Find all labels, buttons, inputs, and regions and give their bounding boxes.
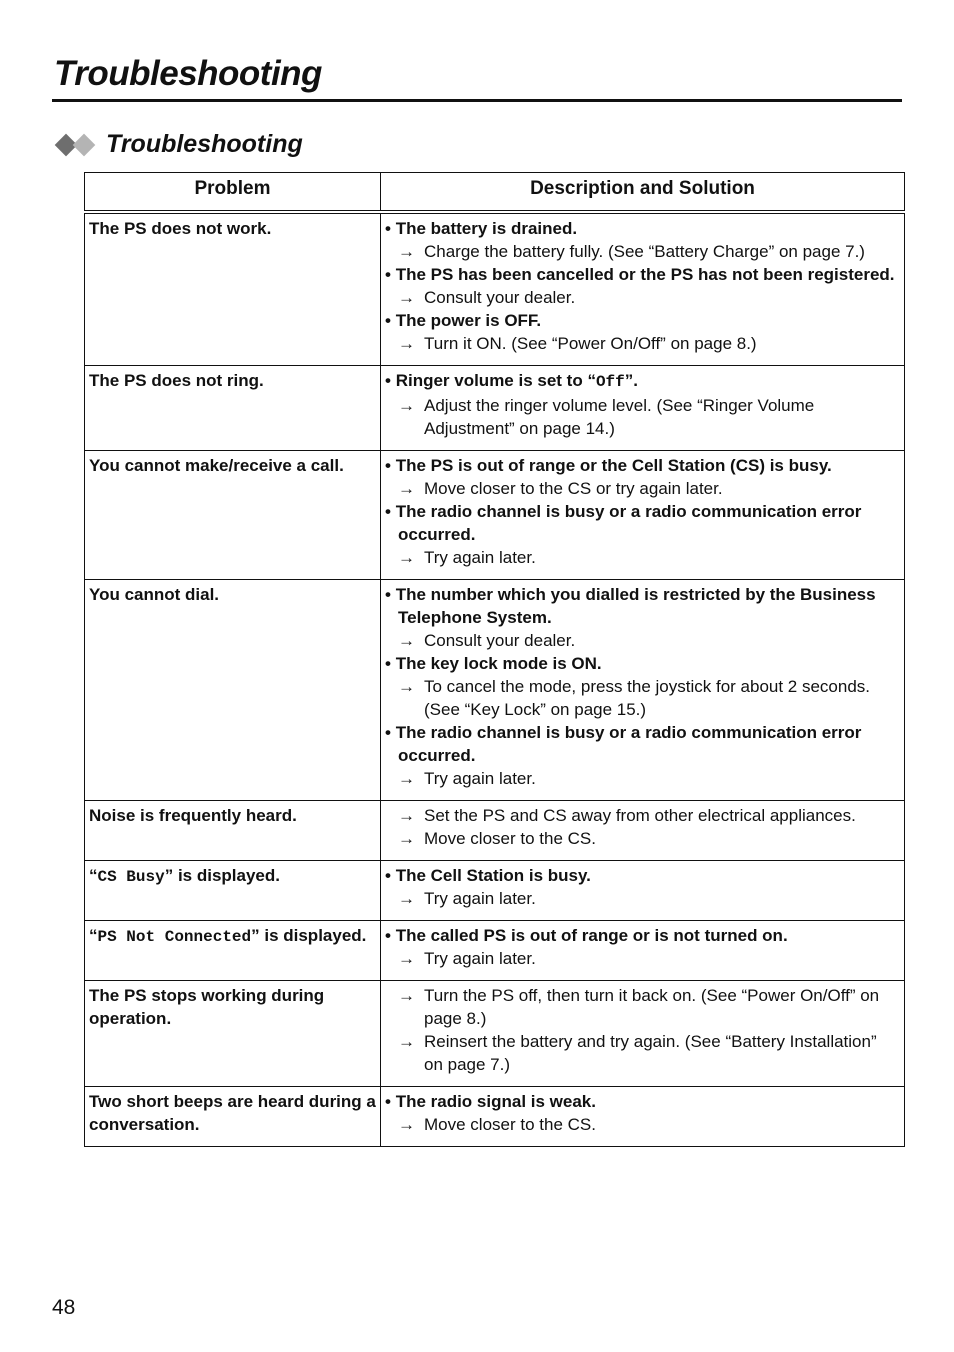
problem-cell: “CS Busy” is displayed.: [85, 861, 381, 921]
table-row: [85, 580, 905, 801]
problem-cell: Noise is frequently heard.: [85, 801, 381, 861]
cause-item: • The radio signal is weak.: [385, 1092, 596, 1111]
title-rule: [52, 99, 902, 102]
fix-item: → Turn the PS off, then turn it back on. (See “Power On/Off” on page 8.): [398, 986, 880, 1028]
solution-cell: [381, 366, 905, 451]
fix-item: → Try again later.: [398, 769, 536, 788]
problem-cell: The PS does not work.: [85, 212, 381, 366]
cause-item: • The key lock mode is ON.: [385, 654, 602, 673]
arrow-icon: →: [398, 677, 415, 696]
fix-item: → Consult your dealer.: [398, 288, 576, 307]
arrow-icon: →: [398, 548, 415, 567]
arrow-icon: →: [398, 334, 415, 353]
table-row: [85, 366, 905, 451]
problem-cell: “PS Not Connected” is displayed.: [85, 921, 381, 981]
fix-item: → Adjust the ringer volume level. (See “Ringer Volume Adjustment” on page 14.): [398, 396, 815, 438]
cause-item: • The power is OFF.: [385, 311, 542, 330]
solution-cell: [381, 212, 905, 366]
fix-item: → Turn it ON. (See “Power On/Off” on page 8.): [398, 334, 757, 353]
solution-cell: [381, 981, 905, 1087]
section-title: Troubleshooting: [106, 130, 303, 158]
fix-item: → Try again later.: [398, 889, 536, 908]
fix-item: → Reinsert the battery and try again. (See “Battery Installation” on page 7.): [398, 1032, 877, 1074]
problem-cell: The PS does not ring.: [85, 366, 381, 451]
table-header-row: [85, 173, 905, 213]
cause-item: • The radio channel is busy or a radio communication error occurred.: [385, 502, 862, 544]
solution-cell: [381, 451, 905, 580]
solution-cell: [381, 861, 905, 921]
table-row: [85, 921, 905, 981]
problem-cell: You cannot make/receive a call.: [85, 451, 381, 580]
page-title: Troubleshooting: [54, 54, 322, 93]
solution-cell: [381, 921, 905, 981]
fix-item: → Consult your dealer.: [398, 631, 576, 650]
arrow-icon: →: [398, 1115, 415, 1134]
arrow-icon: →: [398, 806, 415, 825]
arrow-icon: →: [398, 889, 415, 908]
table-row: [85, 981, 905, 1087]
cause-item: • The PS has been cancelled or the PS has not been registered.: [385, 265, 895, 284]
fix-item: → Set the PS and CS away from other electrical appliances.: [398, 806, 856, 825]
arrow-icon: →: [398, 479, 415, 498]
problem-cell: The PS stops working during operation.: [85, 981, 381, 1087]
cause-item: • The PS is out of range or the Cell Station (CS) is busy.: [385, 456, 832, 475]
table-row: [85, 801, 905, 861]
arrow-icon: →: [398, 242, 415, 261]
arrow-icon: →: [398, 1032, 415, 1051]
cause-item: • The radio channel is busy or a radio communication error occurred.: [385, 723, 862, 765]
table-row: [85, 1087, 905, 1147]
fix-item: → Move closer to the CS or try again later.: [398, 479, 723, 498]
solution-cell: [381, 580, 905, 801]
table-row: [85, 212, 905, 366]
section-heading: [56, 130, 303, 159]
fix-item: → To cancel the mode, press the joystick for about 2 seconds. (See “Key Lock” on page 15.): [398, 677, 871, 719]
problem-cell: You cannot dial.: [85, 580, 381, 801]
cause-item: • The called PS is out of range or is not turned on.: [385, 926, 788, 945]
cause-item: • The Cell Station is busy.: [385, 866, 591, 885]
arrow-icon: →: [398, 769, 415, 788]
header-description: Description and Solution: [381, 173, 905, 213]
cause-item: • Ringer volume is set to “Off”.: [385, 371, 638, 391]
arrow-icon: →: [398, 396, 415, 415]
arrow-icon: →: [398, 631, 415, 650]
double-diamond-icon: [56, 131, 100, 159]
table-row: [85, 451, 905, 580]
solution-cell: [381, 801, 905, 861]
header-problem: Problem: [85, 173, 381, 213]
problem-cell: Two short beeps are heard during a conversation.: [85, 1087, 381, 1147]
troubleshooting-table: [84, 172, 905, 1147]
cause-item: • The number which you dialled is restricted by the Business Telephone System.: [385, 585, 876, 627]
solution-cell: [381, 1087, 905, 1147]
fix-item: → Move closer to the CS.: [398, 829, 596, 848]
fix-item: → Try again later.: [398, 548, 536, 567]
table-row: [85, 861, 905, 921]
arrow-icon: →: [398, 986, 415, 1005]
arrow-icon: →: [398, 288, 415, 307]
page-number: 48: [52, 1296, 76, 1319]
fix-item: → Move closer to the CS.: [398, 1115, 596, 1134]
cause-item: • The battery is drained.: [385, 219, 578, 238]
fix-item: → Try again later.: [398, 949, 536, 968]
fix-item: → Charge the battery fully. (See “Battery Charge” on page 7.): [398, 242, 865, 261]
arrow-icon: →: [398, 829, 415, 848]
arrow-icon: →: [398, 949, 415, 968]
